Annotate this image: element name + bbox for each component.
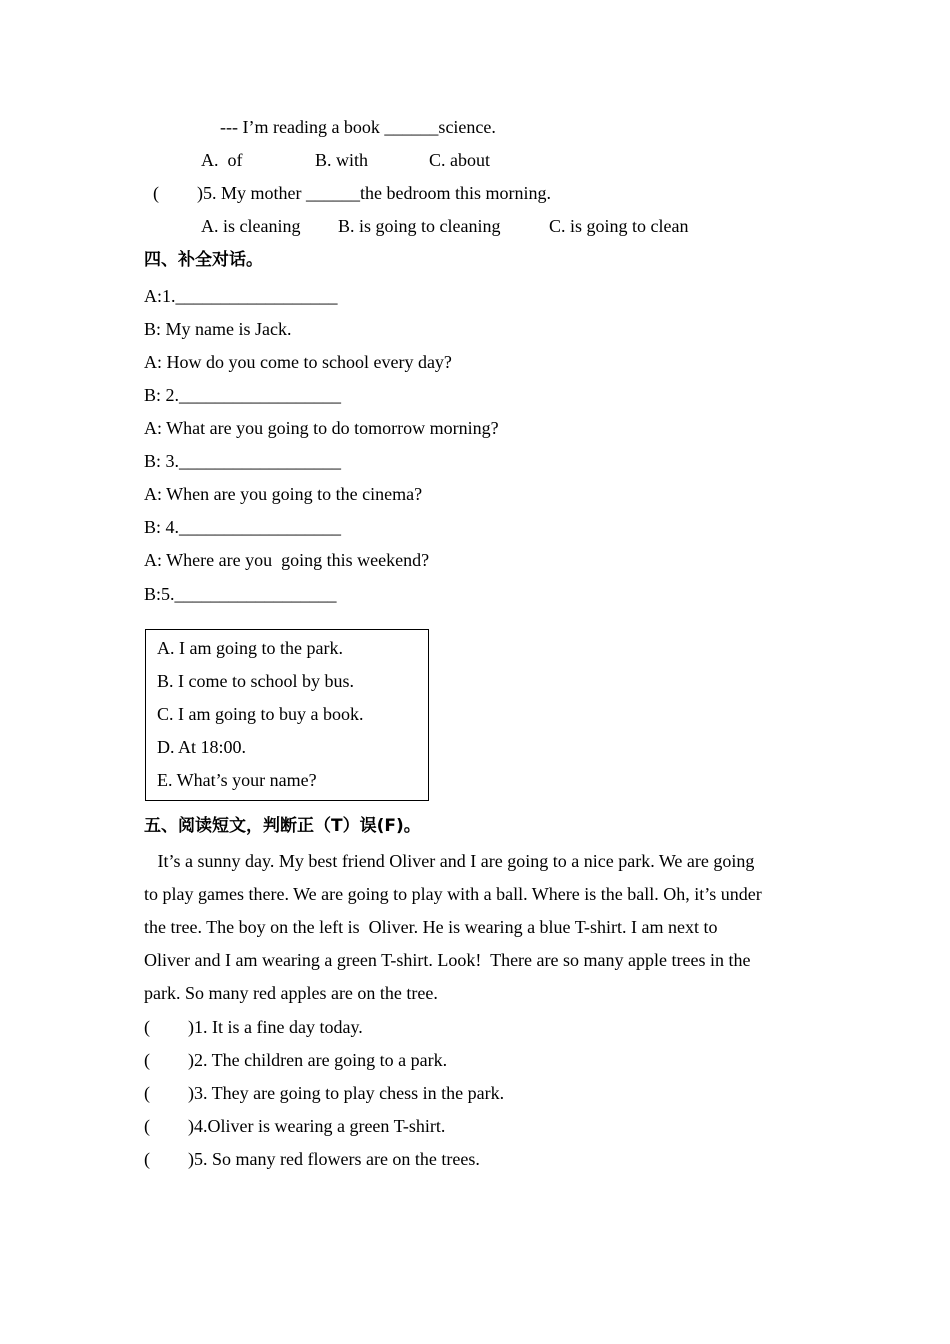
statement-bracket: ( (144, 1083, 150, 1103)
choice-item: C. I am going to buy a book. (157, 704, 364, 724)
statement-bracket: ( (144, 1116, 150, 1136)
q4-option-c: C. about (429, 150, 490, 170)
dialogue-line: A:1.__________________ (144, 286, 338, 306)
q5-option-b: B. is going to cleaning (338, 216, 501, 236)
dialogue-line: B:5.__________________ (144, 584, 337, 604)
statement-text: )4.Oliver is wearing a green T-shirt. (188, 1116, 446, 1136)
statement-text: )3. They are going to play chess in the park. (188, 1083, 505, 1103)
statement-text: )5. So many red flowers are on the trees. (188, 1149, 480, 1169)
statement-text: )1. It is a fine day today. (188, 1017, 363, 1037)
q5-option-c: C. is going to clean (549, 216, 689, 236)
choice-item: A. I am going to the park. (157, 638, 343, 658)
dialogue-line: A: When are you going to the cinema? (144, 484, 423, 504)
section-4-heading: 四、补全对话。 (144, 250, 263, 270)
question-4-answer-line: --- I’m reading a book ______science. (220, 117, 496, 137)
statement-bracket: ( (144, 1017, 150, 1037)
dialogue-line: B: 2.__________________ (144, 385, 342, 405)
choice-item: E. What’s your name? (157, 770, 317, 790)
passage-line: to play games there. We are going to play with a ball. Where is the ball. Oh, it’s under (144, 884, 762, 904)
dialogue-line: B: 3.__________________ (144, 451, 342, 471)
answer-choices-box (145, 629, 429, 801)
dialogue-line: B: 4.__________________ (144, 517, 342, 537)
question-5-text: )5. My mother ______the bedroom this morning. (197, 183, 551, 203)
q5-option-a: A. is cleaning (201, 216, 301, 236)
q4-option-a: A. of (201, 150, 243, 170)
passage-line: the tree. The boy on the left is Oliver. He is wearing a blue T-shirt. I am next to (144, 917, 718, 937)
dialogue-line: A: How do you come to school every day? (144, 352, 452, 372)
dialogue-line: B: My name is Jack. (144, 319, 292, 339)
statement-bracket: ( (144, 1149, 150, 1169)
passage-line: park. So many red apples are on the tree. (144, 983, 438, 1003)
dialogue-line: A: Where are you going this weekend? (144, 550, 430, 570)
choice-item: B. I come to school by bus. (157, 671, 354, 691)
passage-line: Oliver and I am wearing a green T-shirt. Look! There are so many apple trees in the (144, 950, 751, 970)
statement-bracket: ( (144, 1050, 150, 1070)
section-5-heading: 五、阅读短文，判断正（T）误(F)。 (144, 816, 421, 836)
statement-text: )2. The children are going to a park. (188, 1050, 448, 1070)
q4-option-b: B. with (315, 150, 369, 170)
q5-bracket: ( (153, 183, 159, 203)
choice-item: D. At 18:00. (157, 737, 247, 757)
reading-passage (144, 845, 814, 1010)
dialogue-line: A: What are you going to do tomorrow morning? (144, 418, 499, 438)
passage-line: It’s a sunny day. My best friend Oliver and I are going to a nice park. We are going (144, 851, 755, 871)
